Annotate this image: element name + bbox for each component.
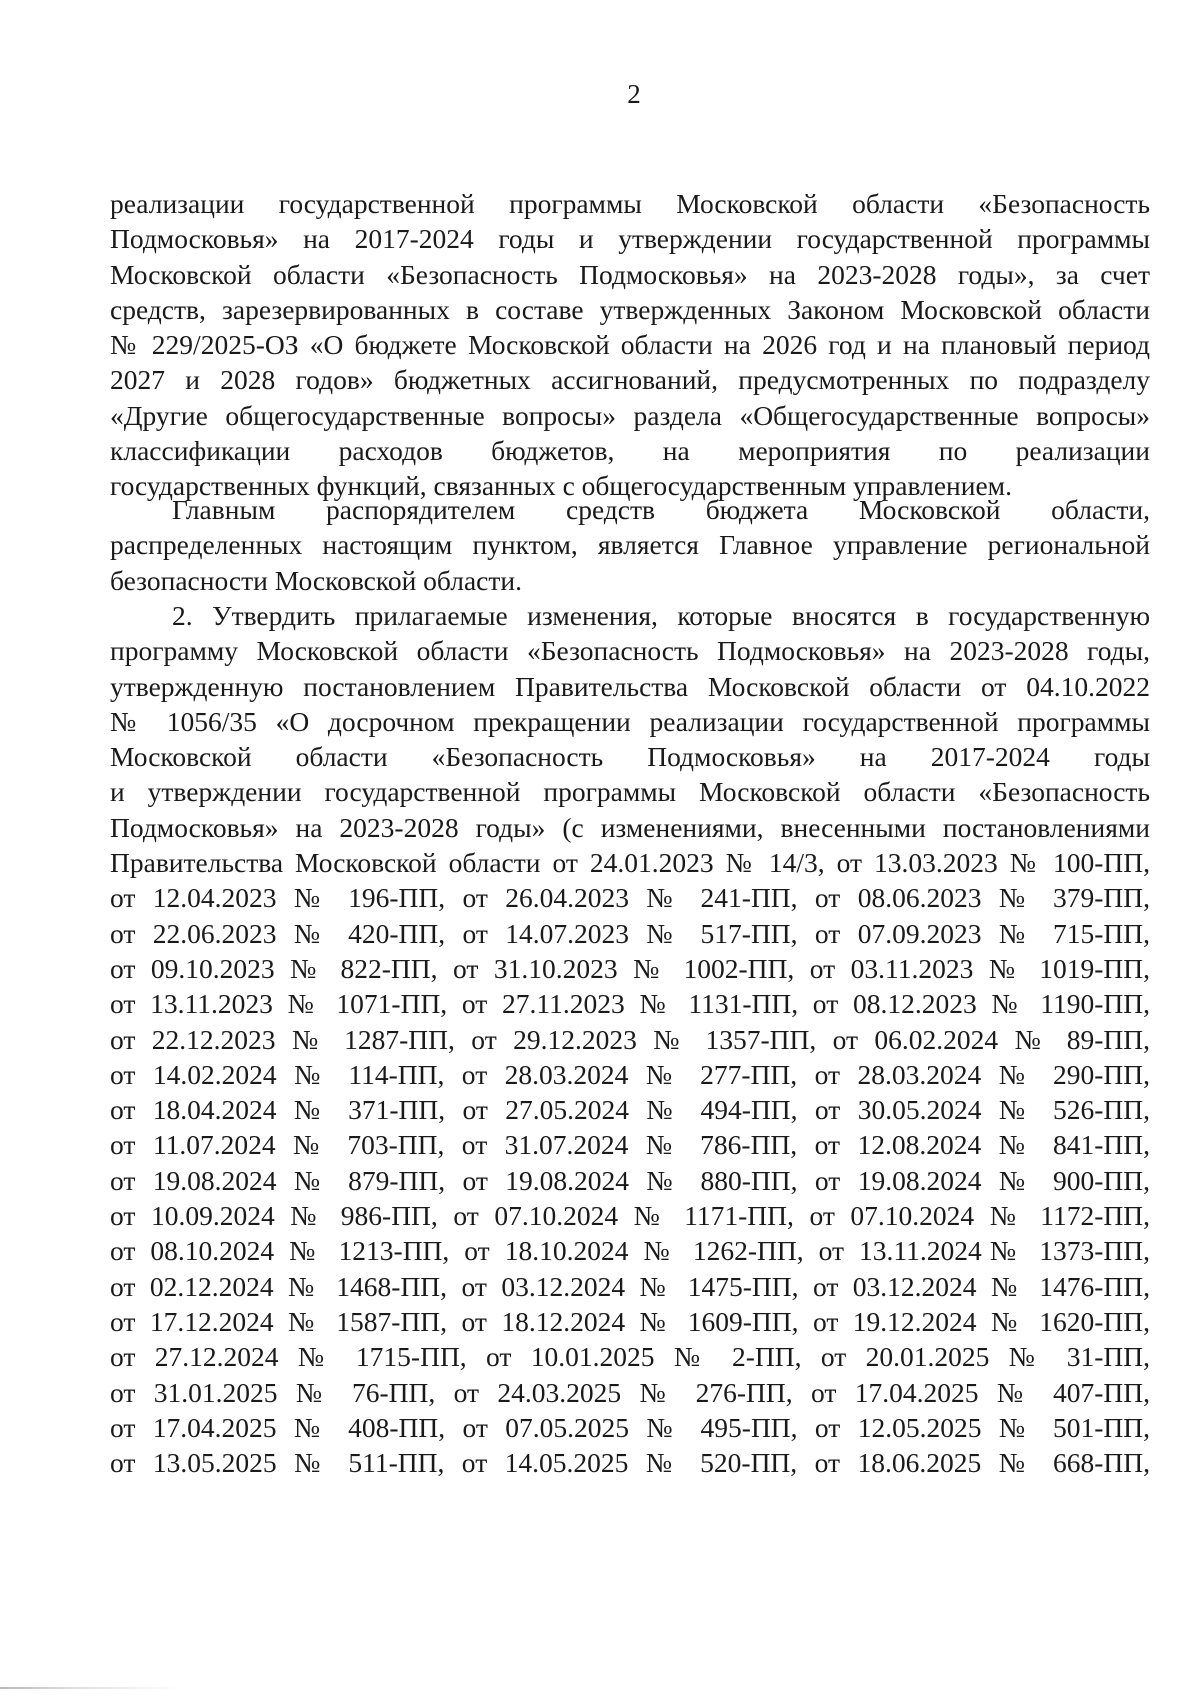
text-line: 2. Утвердить прилагаемые изменения, которые вносятся в государственную (172, 600, 1150, 631)
text-line: средств, зарезервированных в составе утвержденных Законом Московской области (110, 293, 1150, 325)
text-line: классификации расходов бюджетов, на мероприятия по реализации (110, 435, 1150, 467)
text-line: и утверждении государственной программы Московской области «Безопасность (110, 776, 1150, 808)
text-line: от 17.04.2025 № 408-ПП, от 07.05.2025 № 495-ПП, от 12.05.2025 № 501-ПП, (110, 1411, 1150, 1443)
text-line: Главным распорядителем средств бюджета Московской области, (172, 494, 1150, 525)
text-line: распределенных настоящим пунктом, является Главное управление региональной (110, 529, 1150, 561)
text-line: от 13.05.2025 № 511-ПП, от 14.05.2025 № 520-ПП, от 18.06.2025 № 668-ПП, (110, 1447, 1150, 1479)
scan-edge-artifact (0, 1687, 180, 1689)
text-line: от 11.07.2024 № 703-ПП, от 31.07.2024 № 786-ПП, от 12.08.2024 № 841-ПП, (110, 1129, 1150, 1161)
text-line: от 10.09.2024 № 986-ПП, от 07.10.2024 № 1171-ПП, от 07.10.2024 № 1172-ПП, (110, 1200, 1150, 1232)
text-line: программу Московской области «Безопасность Подмосковья» на 2023-2028 годы, (110, 635, 1150, 667)
text-line: реализации государственной программы Московской области «Безопасность (110, 188, 1150, 219)
text-line: безопасности Московской области. (110, 564, 522, 596)
text-line: Подмосковья» на 2017-2024 годы и утверждении государственной программы (110, 223, 1150, 255)
text-line: от 18.04.2024 № 371-ПП, от 27.05.2024 № 494-ПП, от 30.05.2024 № 526-ПП, (110, 1094, 1150, 1126)
paragraph-continuation (110, 186, 1150, 504)
text-line: от 22.06.2023 № 420-ПП, от 14.07.2023 № 517-ПП, от 07.09.2023 № 715-ПП, (110, 917, 1150, 949)
text-line: Правительства Московской области от 24.01.2023 № 14/3, от 13.03.2023 № 100-ПП, (110, 847, 1150, 879)
text-line: от 08.10.2024 № 1213-ПП, от 18.10.2024 № 1262-ПП, от 13.11.2024№ 1373-ПП, (110, 1235, 1150, 1267)
text-line: утвержденную постановлением Правительства Московской области от 04.10.2022 (110, 670, 1150, 702)
text-line: Подмосковья» на 2023-2028 годы» (с изменениями, внесенными постановлениями (110, 811, 1150, 843)
paragraph-budget-manager (110, 492, 1150, 598)
text-line: от 13.11.2023 № 1071-ПП, от 27.11.2023 № 1131-ПП, от 08.12.2023 № 1190-ПП, (110, 988, 1150, 1020)
text-line: от 09.10.2023 № 822-ПП, от 31.10.2023 № 1002-ПП, от 03.11.2023 № 1019-ПП, (110, 952, 1150, 984)
text-line: Московской области «Безопасность Подмосковья» на 2017-2024 годы (110, 741, 1150, 773)
text-line: «Другие общегосударственные вопросы» раздела «Общегосударственные вопросы» (110, 399, 1150, 431)
text-line: от 31.01.2025 № 76-ПП, от 24.03.2025 № 276-ПП, от 17.04.2025 № 407-ПП, (110, 1376, 1150, 1408)
text-line: № 229/2025-ОЗ «О бюджете Московской области на 2026 год и на плановый период (110, 329, 1150, 361)
page-number: 2 (627, 79, 641, 109)
text-line: государственных функций, связанных с общегосударственным управлением. (110, 470, 1012, 502)
text-line: от 22.12.2023 № 1287-ПП, от 29.12.2023 № 1357-ПП, от 06.02.2024 № 89-ПП, (110, 1023, 1150, 1055)
paragraph-item-2 (110, 598, 1150, 1480)
text-line: от 17.12.2024 № 1587-ПП, от 18.12.2024 № 1609-ПП, от 19.12.2024 № 1620-ПП, (110, 1305, 1150, 1337)
text-line: от 12.04.2023 № 196-ПП, от 26.04.2023 № 241-ПП, от 08.06.2023 № 379-ПП, (110, 882, 1150, 914)
text-line: от 19.08.2024 № 879-ПП, от 19.08.2024 № 880-ПП, от 19.08.2024 № 900-ПП, (110, 1164, 1150, 1196)
text-line: от 14.02.2024 № 114-ПП, от 28.03.2024 № 277-ПП, от 28.03.2024 № 290-ПП, (110, 1058, 1150, 1090)
text-line: 2027 и 2028 годов» бюджетных ассигнований, предусмотренных по подразделу (110, 364, 1150, 396)
text-line: Московской области «Безопасность Подмосковья» на 2023-2028 годы», за счет (110, 258, 1150, 290)
text-line: от 27.12.2024 № 1715-ПП, от 10.01.2025 № 2-ПП, от 20.01.2025 № 31-ПП, (110, 1341, 1150, 1373)
text-line: № 1056/35 «О досрочном прекращении реализации государственной программы (110, 705, 1150, 737)
text-line: от 02.12.2024 № 1468-ПП, от 03.12.2024 № 1475-ПП, от 03.12.2024 № 1476-ПП, (110, 1270, 1150, 1302)
